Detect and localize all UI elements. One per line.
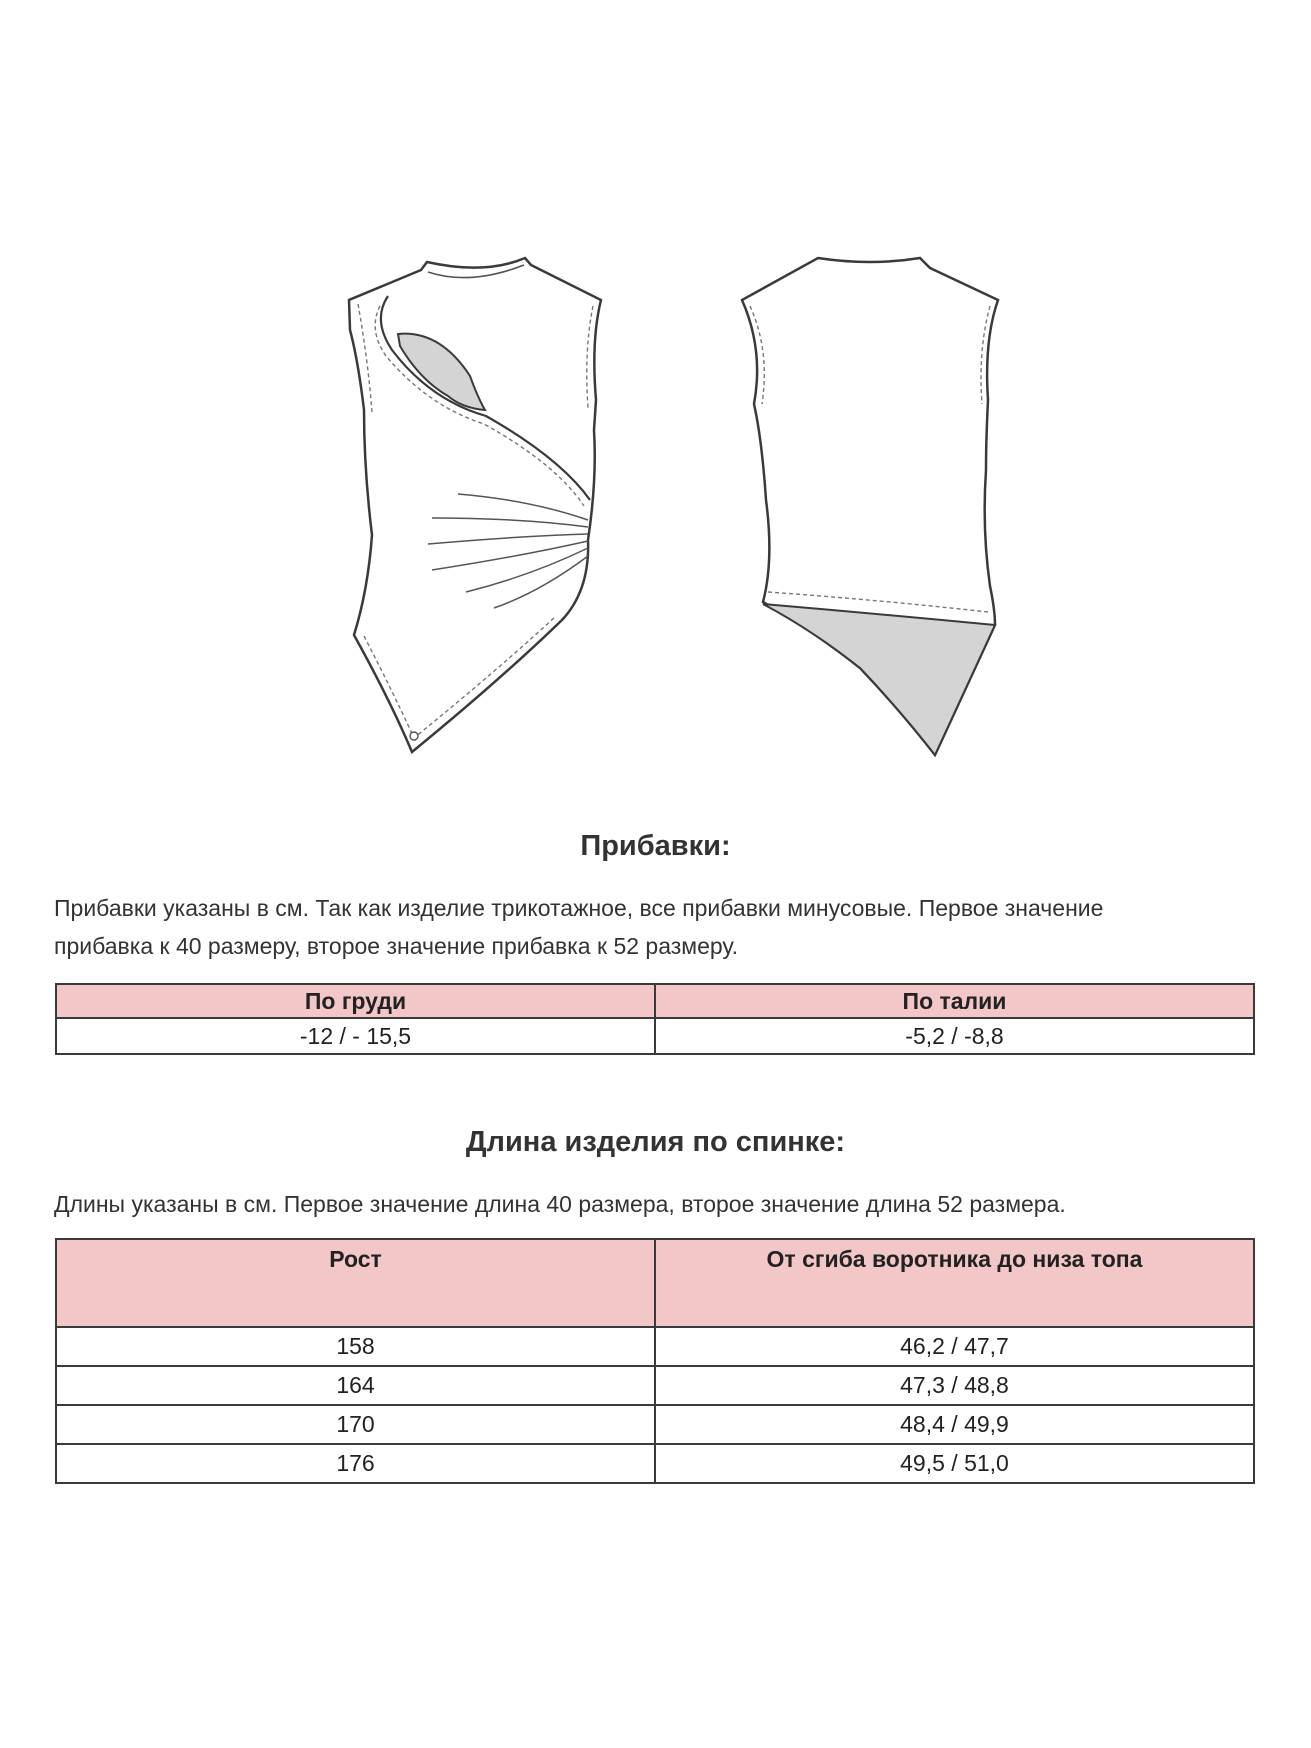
cell-length: 49,5 / 51,0 xyxy=(655,1444,1254,1483)
front-top-outline xyxy=(349,258,601,752)
garment-technical-sketch xyxy=(0,0,1311,820)
lengths-table xyxy=(55,1238,1255,1484)
back-underlayer-shade xyxy=(763,604,995,755)
cell-waist-value: -5,2 / -8,8 xyxy=(655,1018,1254,1054)
front-view-sketch xyxy=(349,258,601,752)
allowances-title: Прибавки: xyxy=(580,830,731,862)
table-row xyxy=(56,1405,1254,1444)
allowances-table xyxy=(55,983,1255,1055)
table-row xyxy=(56,1327,1254,1366)
cell-height: 164 xyxy=(56,1366,655,1405)
table-row xyxy=(56,1444,1254,1483)
table-row xyxy=(56,1366,1254,1405)
header-collar-to-hem: От сгиба воротника до низа топа xyxy=(655,1239,1254,1327)
cell-height: 158 xyxy=(56,1327,655,1366)
cell-length: 47,3 / 48,8 xyxy=(655,1366,1254,1405)
lengths-title: Длина изделия по спинке: xyxy=(465,1126,846,1158)
table-row xyxy=(56,1018,1254,1054)
header-height: Рост xyxy=(56,1239,655,1327)
front-hem-button xyxy=(410,732,418,740)
table-header-row xyxy=(56,984,1254,1018)
header-chest: По груди xyxy=(56,984,655,1018)
back-view-sketch xyxy=(742,258,998,755)
cell-height: 170 xyxy=(56,1405,655,1444)
allowances-description-line1: Прибавки указаны в см. Так как изделие трикотажное, все прибавки минусовые. Первое значение xyxy=(54,895,1104,921)
cell-length: 48,4 / 49,9 xyxy=(655,1405,1254,1444)
allowances-description-line2: прибавка к 40 размеру, второе значение прибавка к 52 размеру. xyxy=(54,933,739,959)
lengths-description: Длины указаны в см. Первое значение длина 40 размера, второе значение длина 52 размера. xyxy=(54,1191,1066,1217)
header-waist: По талии xyxy=(655,984,1254,1018)
table-header-row xyxy=(56,1239,1254,1327)
cell-chest-value: -12 / - 15,5 xyxy=(56,1018,655,1054)
cell-height: 176 xyxy=(56,1444,655,1483)
cell-length: 46,2 / 47,7 xyxy=(655,1327,1254,1366)
